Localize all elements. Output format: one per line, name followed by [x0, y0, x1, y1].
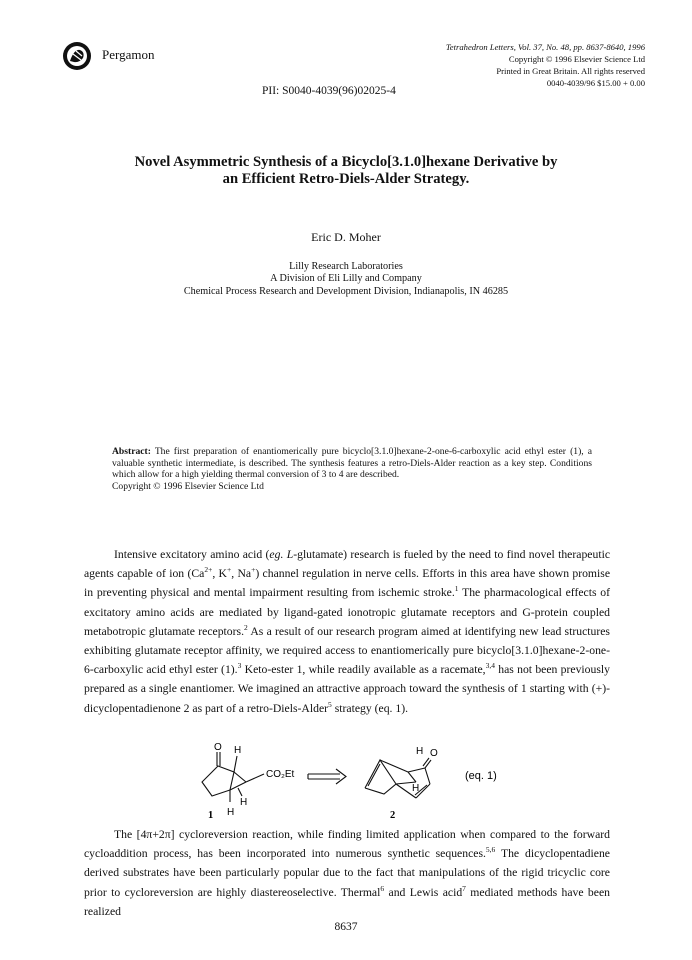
compound-1-ester-label: CO₂Et — [266, 769, 295, 780]
title-line: an Efficient Retro-Diels-Alder Strategy. — [222, 171, 470, 187]
journal-copyright: Copyright © 1996 Elsevier Science Ltd — [508, 54, 645, 64]
paper-title — [40, 154, 652, 188]
compound-1-h-label: H — [234, 745, 242, 756]
abstract-copyright: Copyright © 1996 Elsevier Science Ltd — [112, 480, 264, 492]
author-name: Eric D. Moher — [311, 230, 381, 244]
journal-citation: Tetrahedron Letters, Vol. 37, No. 48, pp. 8637-8640, 1996 — [445, 42, 645, 52]
abstract — [112, 446, 592, 492]
title-line: Novel Asymmetric Synthesis of a Bicyclo[3.1.0]hexane Derivative by — [134, 154, 558, 170]
compound-1-label: 1 — [208, 810, 214, 820]
affiliation-line: A Division of Eli Lilly and Company — [270, 273, 422, 285]
affiliation — [0, 261, 692, 298]
journal-info — [385, 41, 645, 89]
compound-2-h-label: H — [412, 783, 420, 794]
compound-1-h-label: H — [240, 797, 248, 808]
compound-1-h-label: H — [227, 807, 235, 818]
compound-2-oxygen-label: O — [430, 748, 438, 759]
affiliation-line: Chemical Process Research and Development Division, Indianapolis, IN 46285 — [183, 285, 509, 297]
retrosynthesis-arrow-icon — [308, 769, 346, 784]
journal-price: 0040-4039/96 $15.00 + 0.00 — [546, 78, 645, 88]
pii-code: PII: S0040-4039(96)02025-4 — [262, 85, 396, 97]
compound-2-h-label: H — [416, 746, 424, 757]
compound-2-structure — [365, 758, 431, 798]
journal-printed: Printed in Great Britain. All rights reserved — [496, 66, 645, 76]
abstract-text: The first preparation of enantiomerically pure bicyclo[3.1.0]hexane-2-one-6-carboxylic acid ethyl ester (1), a valuable synthetic intermediate, is described. The synthesis features a retro-Diels-Alder reaction as a key step. Conditions which allow for a high yielding thermal conversion of 3 to 4 are described. — [112, 446, 592, 481]
body-paragraph-2: The [4π+2π] cycloreversion reaction, while finding limited application when compared to the forward cycloaddition process, has been incorporated into numerous synthetic sequences.$^{5,6}$ The dicyclopentadiene derived substrates have been particularly popular due to the fact that manipulations of the rigid tricyclic core prior to cycloreversion are highly diastereoselective. Thermal$^6$ and Lewis acid$^7$ mediated methods have been realized — [84, 828, 610, 918]
body-paragraph-1: Intensive excitatory amino acid (eg. L-glutamate) research is fueled by the need to find novel therapeutic agents capable of ion ($Ca^{2+}$, K+, Na+) channel regulation in nerve cells. Efforts in this area have shown promise in preventing physical and mental impairment resulting from ischemic stroke.$^1$ The pharmacological effects of excitatory amino acids are mediated by ligand-gated ionotropic glutamate receptors and G-protein coupled metabotropic glutamate receptors.$^2$ As a result of our research program aimed at identifying new lead structures exhibiting glutamate receptor affinity, we required access to enantiomerically pure bicyclo[3.1.0]hexane-2-one-6-carboxylic acid ethyl ester (1).$^3$ Keto-ester 1, while readily available as a racemate,$^{3,4}$ has not been previously prepared as a single enantiomer. We imagined an attractive approach toward the synthesis of 1 starting with (+)-dicyclopentadienone 2 as part of a retro-Diels-Alder$^5$ strategy (eq. 1). — [84, 548, 611, 715]
equation-label: (eq. 1) — [465, 770, 497, 782]
abstract-label: Abstract: — [112, 446, 151, 457]
reaction-scheme — [180, 742, 540, 820]
page-number: 8637 — [334, 921, 358, 933]
publisher-name: Pergamon — [102, 47, 155, 62]
publisher-logo-icon — [62, 41, 92, 71]
compound-1-oxygen-label: O — [214, 742, 222, 753]
affiliation-line: Lilly Research Laboratories — [289, 261, 403, 272]
compound-1-structure — [202, 752, 264, 802]
compound-2-label: 2 — [390, 810, 396, 820]
